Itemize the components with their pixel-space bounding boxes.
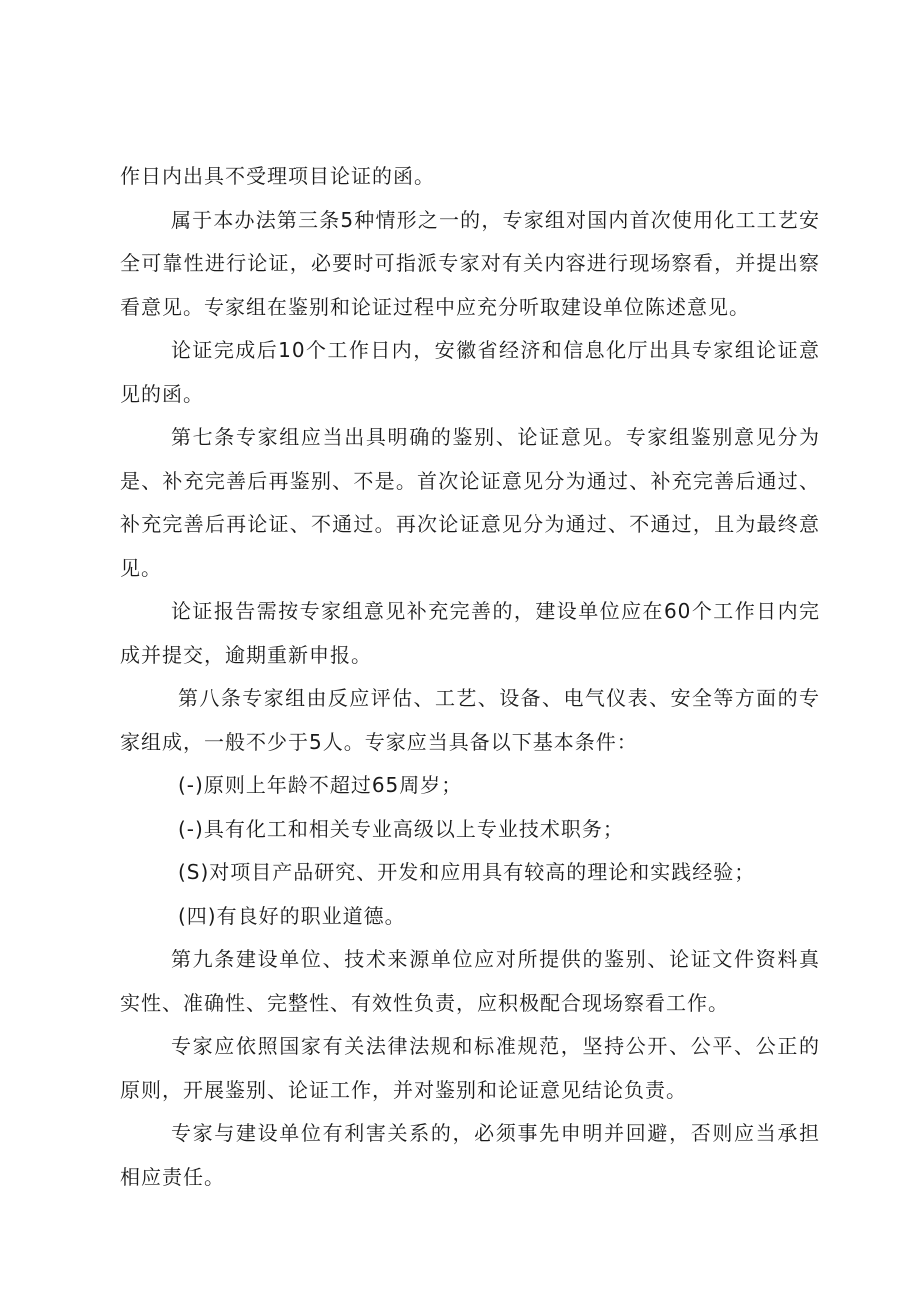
paragraph-article-8: 第八条专家组由反应评估、工艺、设备、电气仪表、安全等方面的专家组成，一般不少于5人。专家应当具备以下基本条件： bbox=[120, 686, 820, 754]
paragraph-conflict-of-interest: 专家与建设单位有利害关系的，必须事先申明并回避，否则应当承担相应责任。 bbox=[120, 1121, 820, 1189]
document-body bbox=[120, 155, 820, 1199]
paragraph-demonstration-scope: 属于本办法第三条5种情形之一的，专家组对国内首次使用化工工艺安全可靠性进行论证，必要时可指派专家对有关内容进行现场察看，并提出察看意见。专家组在鉴别和论证过程中应充分听取建设单位陈述意见。 bbox=[120, 207, 820, 319]
paragraph-expert-principles: 专家应依照国家有关法律法规和标准规范，坚持公开、公平、公正的原则，开展鉴别、论证工作，并对鉴别和论证意见结论负责。 bbox=[120, 1034, 820, 1102]
paragraph-continuation: 作日内出具不受理项目论证的函。 bbox=[120, 164, 435, 188]
paragraph-article-9: 第九条建设单位、技术来源单位应对所提供的鉴别、论证文件资料真实性、准确性、完整性、有效性负责，应积极配合现场察看工作。 bbox=[120, 947, 820, 1015]
list-item-condition-4: (四)有良好的职业道德。 bbox=[178, 903, 406, 928]
paragraph-report-supplement: 论证报告需按专家组意见补充完善的，建设单位应在60个工作日内完成并提交，逾期重新申报。 bbox=[120, 599, 820, 667]
list-item-condition-2: (-)具有化工和相关专业高级以上专业技术职务； bbox=[178, 816, 624, 841]
paragraph-article-7: 第七条专家组应当出具明确的鉴别、论证意见。专家组鉴别意见分为是、补充完善后再鉴别、不是。首次论证意见分为通过、补充完善后通过、补充完善后再论证、不通过。再次论证意见分为通过、不通过，且为最终意见。 bbox=[120, 425, 820, 580]
list-item-condition-3: (S)对项目产品研究、开发和应用具有较高的理论和实践经验； bbox=[178, 860, 756, 884]
paragraph-demonstration-deadline: 论证完成后10个工作日内，安徽省经济和信息化厅出具专家组论证意见的函。 bbox=[120, 338, 820, 406]
list-item-condition-1: (-)原则上年龄不超过65周岁； bbox=[178, 773, 463, 797]
